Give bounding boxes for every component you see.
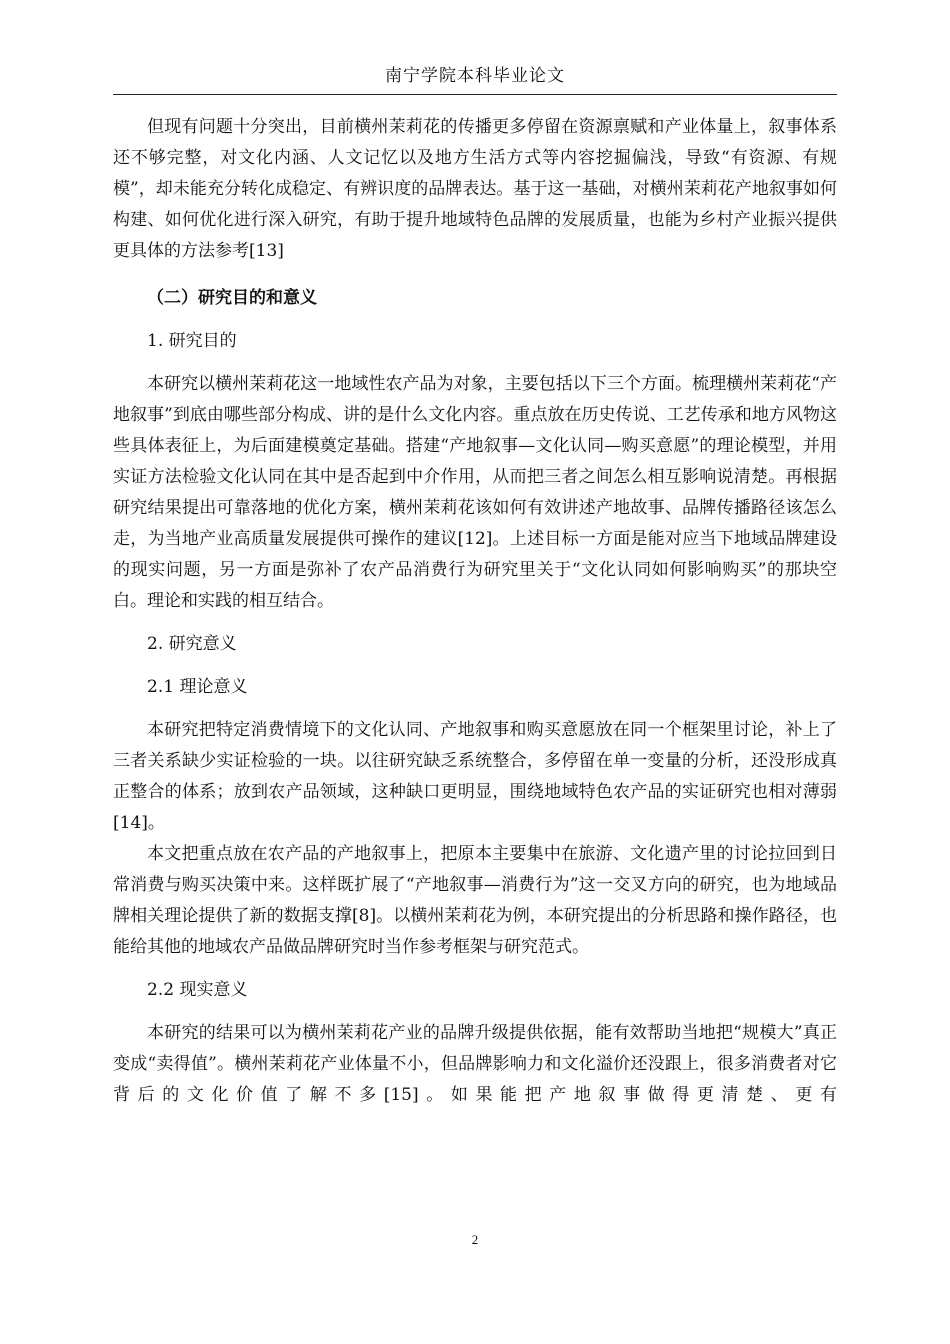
running-header: 南宁学院本科毕业论文 bbox=[385, 66, 565, 86]
header-rule bbox=[113, 94, 837, 95]
paragraph-research-purpose: 本研究以横州茉莉花这一地域性农产品为对象，主要包括以下三个方面。梳理横州茉莉花“产地叙事”到底由哪些部分构成、讲的是什么文化内容。重点放在历史传说、工艺传承和地方风物这些具体表征上，为后面建模奠定基础。搭建“产地叙事—文化认同—购买意愿”的理论模型，并用实证方法检验文化认同在其中是否起到中介作用，从而把三者之间怎么相互影响说清楚。再根据研究结果提出可靠落地的优化方案，横州茉莉花该如何有效讲述产地故事、品牌传播路径该怎么走，为当地产业高质量发展提供可操作的建议[12]。上述目标一方面是能对应当下地域品牌建设的现实问题，另一方面是弥补了农产品消费行为研究里关于“文化认同如何影响购买”的那块空白。理论和实践的相互结合。 bbox=[113, 374, 837, 611]
paragraph-practical-significance: 本研究的结果可以为横州茉莉花产业的品牌升级提供依据，能有效帮助当地把“规模大”真正变成“卖得值”。横州茉莉花产业体量不小，但品牌影响力和文化溢价还没跟上，很多消费者对它背后的文化价值了解不多[15]。如果能把产地叙事做得更清楚、更有 bbox=[113, 1023, 837, 1105]
paragraph-background-issue: 但现有问题十分突出，目前横州茉莉花的传播更多停留在资源禀赋和产业体量上，叙事体系还不够完整，对文化内涵、人文记忆以及地方生活方式等内容挖掘偏浅，导致“有资源、有规模”，却未能充分转化成稳定、有辨识度的品牌表达。基于这一基础，对横州茉莉花产地叙事如何构建、如何优化进行深入研究，有助于提升地域特色品牌的发展质量，也能为乡村产业振兴提供更具体的方法参考[13] bbox=[113, 117, 837, 261]
subsection-heading-practical: 2.2 现实意义 bbox=[147, 980, 248, 1000]
paragraph-theoretical-significance-1: 本研究把特定消费情境下的文化认同、产地叙事和购买意愿放在同一个框架里讨论，补上了三者关系缺少实证检验的一块。以往研究缺乏系统整合，多停留在单一变量的分析，还没形成真正整合的体系；放到农产品领域，这种缺口更明显，围绕地域特色农产品的实证研究也相对薄弱[14]。 bbox=[113, 720, 837, 833]
paragraph-theoretical-significance-2: 本文把重点放在农产品的产地叙事上，把原本主要集中在旅游、文化遗产里的讨论拉回到日常消费与购买决策中来。这样既扩展了“产地叙事—消费行为”这一交叉方向的研究，也为地域品牌相关理论提供了新的数据支撑[8]。以横州茉莉花为例，本研究提出的分析思路和操作路径，也能给其他的地域农产品做品牌研究时当作参考框架与研究范式。 bbox=[113, 844, 837, 957]
subsection-heading-purpose: 1. 研究目的 bbox=[147, 331, 237, 351]
subsection-heading-significance: 2. 研究意义 bbox=[147, 634, 237, 654]
document-body bbox=[113, 112, 837, 1111]
subsection-heading-theoretical: 2.1 理论意义 bbox=[147, 677, 248, 697]
section-heading-purpose-significance: （二）研究目的和意义 bbox=[147, 288, 317, 308]
page-number: 2 bbox=[471, 1232, 479, 1247]
